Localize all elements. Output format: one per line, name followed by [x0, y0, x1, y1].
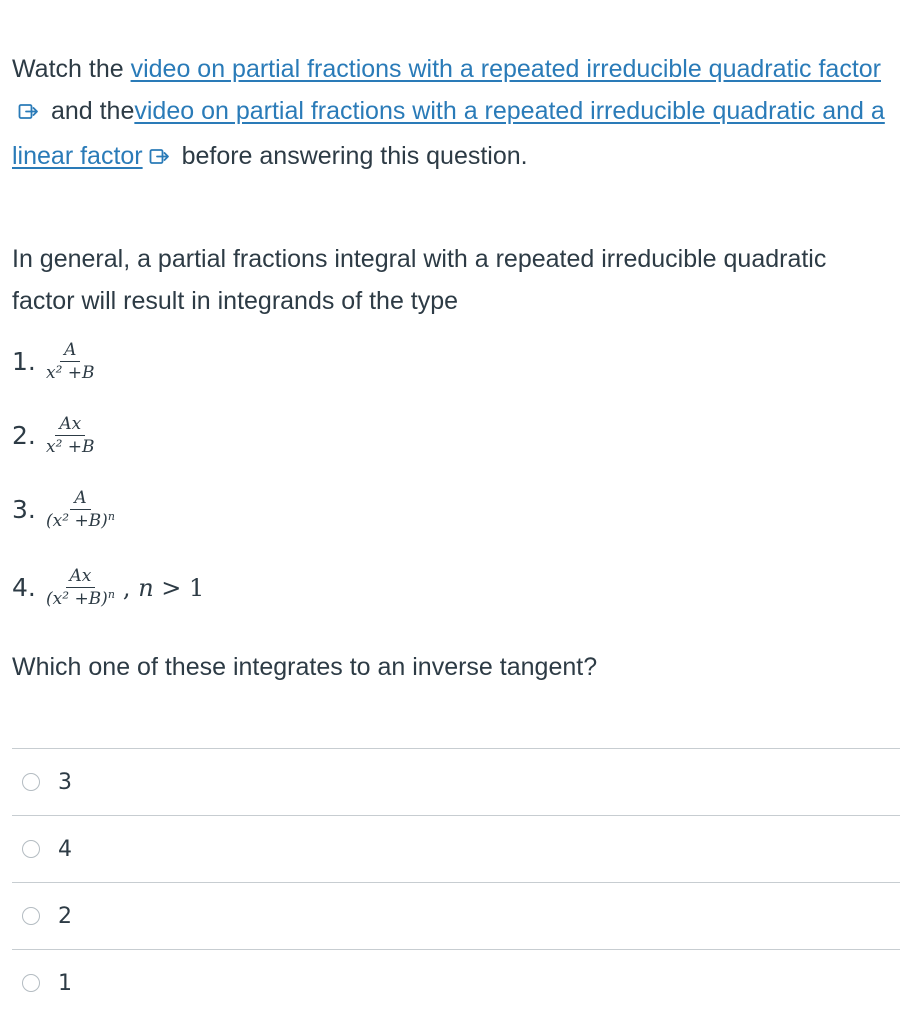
answer-label: 1 — [58, 970, 72, 996]
answer-option[interactable] — [12, 816, 900, 883]
fraction — [42, 488, 119, 531]
condition-variable: n — [138, 573, 154, 602]
fraction-numerator: A — [70, 488, 90, 510]
fraction-numerator: Ax — [66, 566, 96, 588]
fraction-denominator — [42, 436, 99, 457]
fraction-denominator — [42, 510, 119, 531]
denominator-base: x² +B — [46, 363, 95, 383]
external-link-icon — [18, 93, 40, 135]
answer-choices — [12, 748, 900, 1016]
fraction-numerator: Ax — [55, 414, 85, 436]
radio-button[interactable] — [22, 974, 40, 992]
question-text: Which one of these integrates to an inverse tangent? — [12, 653, 598, 681]
fraction — [42, 340, 99, 383]
intro-paragraph — [12, 48, 892, 180]
fraction — [42, 566, 119, 609]
answer-label: 4 — [58, 836, 72, 862]
intro-text-1: Watch the — [12, 55, 131, 83]
external-link-icon — [149, 138, 171, 180]
answer-option[interactable] — [12, 749, 900, 816]
denominator-base: (x² +B) — [46, 511, 108, 531]
denominator-base: x² +B — [46, 437, 95, 457]
fraction-denominator — [42, 362, 99, 383]
integrand-type-item — [12, 566, 204, 609]
fraction-numerator: A — [60, 340, 80, 362]
answer-label: 2 — [58, 903, 72, 929]
intro-text-3: before answering this question. — [174, 142, 528, 170]
item-number: 4. — [12, 573, 36, 602]
condition — [123, 574, 204, 602]
condition-separator: , — [122, 573, 131, 602]
item-number: 2. — [12, 421, 36, 450]
item-number: 3. — [12, 495, 36, 524]
video-link-quadratic-and-linear[interactable]: video on partial fractions with a repeated irreducible quadratic and a linear factor — [12, 97, 885, 170]
answer-option[interactable] — [12, 883, 900, 950]
fraction — [42, 414, 99, 457]
integrand-type-item — [12, 414, 99, 457]
denominator-exponent: n — [107, 510, 115, 523]
integrand-type-item — [12, 340, 99, 383]
item-number: 1. — [12, 347, 36, 376]
radio-button[interactable] — [22, 773, 40, 791]
answer-option[interactable] — [12, 950, 900, 1016]
answer-label: 3 — [58, 769, 72, 795]
integrand-type-item — [12, 488, 119, 531]
condition-rest: > 1 — [153, 573, 205, 602]
radio-button[interactable] — [22, 907, 40, 925]
intro-text-2: and the — [44, 97, 135, 125]
radio-button[interactable] — [22, 840, 40, 858]
denominator-base: (x² +B) — [46, 589, 108, 609]
fraction-denominator — [42, 588, 119, 609]
denominator-exponent: n — [107, 588, 115, 601]
general-paragraph: In general, a partial fractions integral with a repeated irreducible quadratic factor will result in integrands of the type — [12, 245, 827, 315]
video-link-repeated-quadratic[interactable]: video on partial fractions with a repeated irreducible quadratic factor — [130, 55, 881, 83]
